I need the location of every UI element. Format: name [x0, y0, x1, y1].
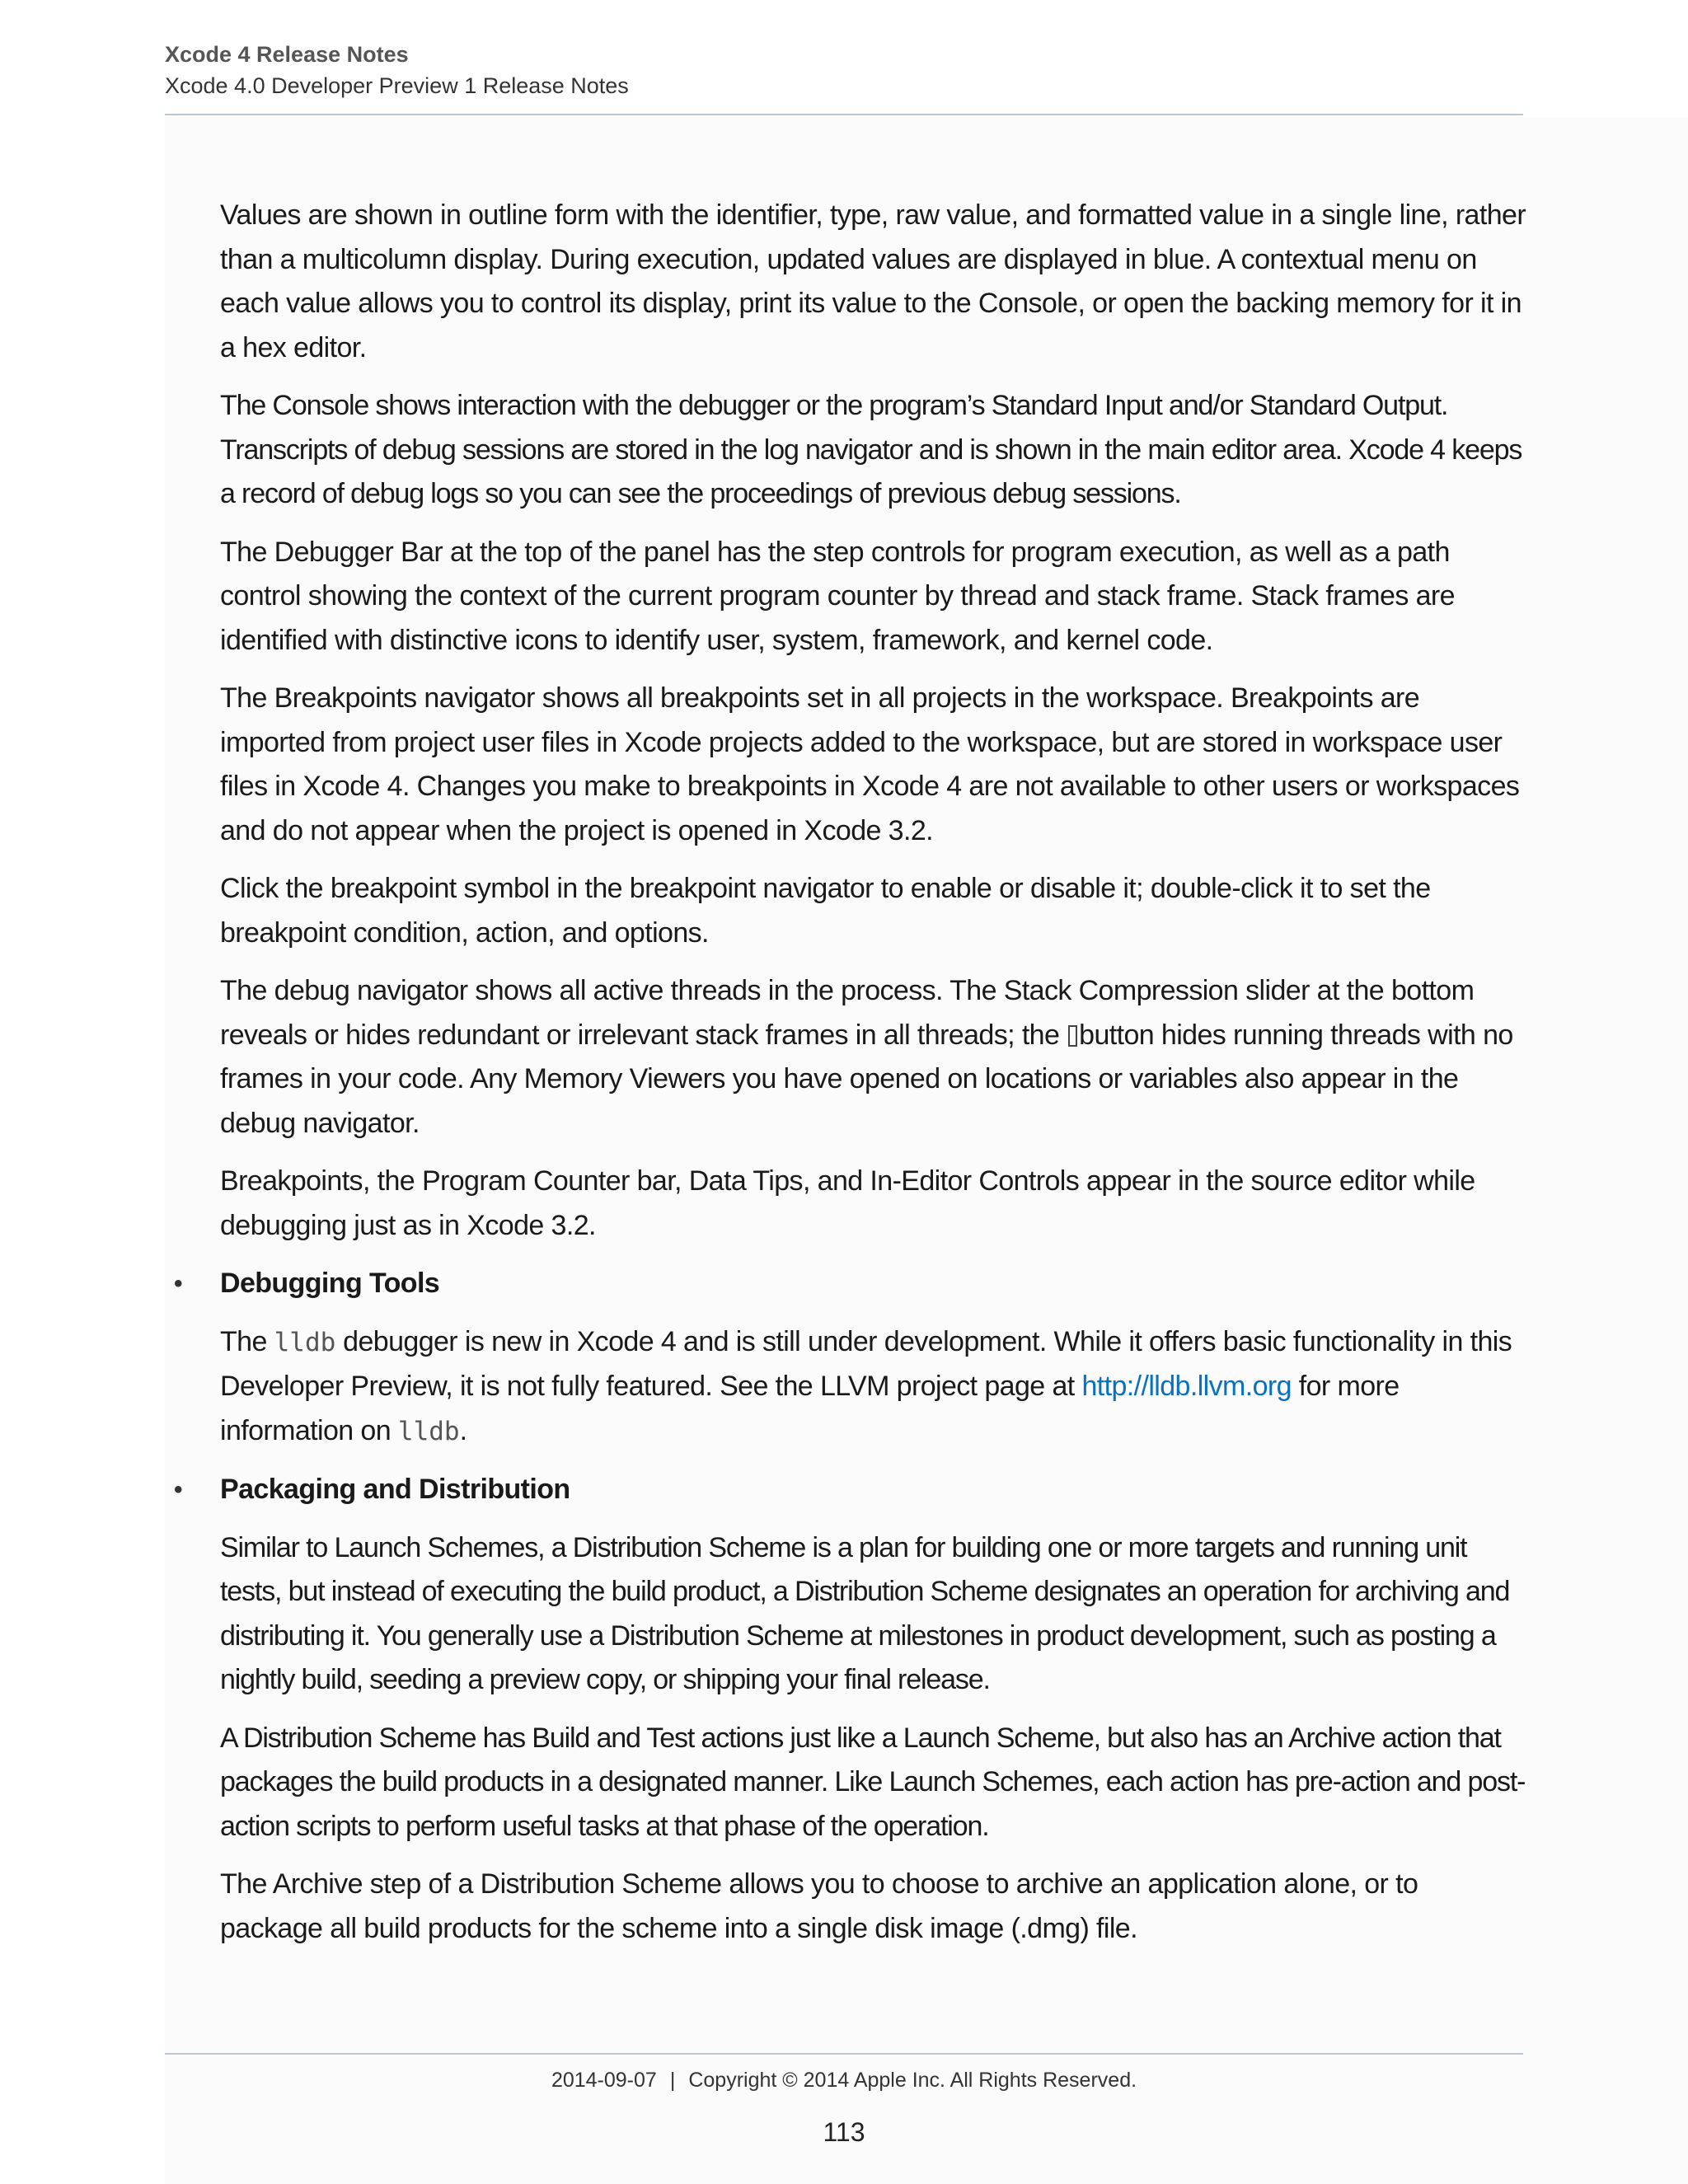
page-footer: [165, 2065, 1523, 2095]
lldb-code-2: lldb: [397, 1416, 460, 1446]
debug-navigator-text-start: The debug navigator shows all active threads in the process. The Stack Compression slider at the bottom reveals or hides redundant or irrelevant stack frames in all threads; the: [220, 975, 1475, 1051]
footer-date: 2014-09-07: [551, 2069, 657, 2092]
bullet-icon: •: [174, 1270, 182, 1297]
hide-threads-button-icon: [1068, 1025, 1077, 1047]
bullet-packaging-distribution: [174, 1468, 1526, 1512]
paragraph-values-outline: Values are shown in outline form with the identifier, type, raw value, and formatted value in a single line, rather than a multicolumn display. During execution, updated values are displayed in blue. A contextual menu on each value allows you to control its display, print its value to the Console, or open the backing memory for it in a hex editor.: [220, 199, 1526, 363]
lldb-code: lldb: [274, 1327, 336, 1357]
bullet-debugging-tools: [174, 1262, 1526, 1306]
section-title: Xcode 4.0 Developer Preview 1 Release Notes: [165, 73, 629, 98]
paragraph-console: The Console shows interaction with the debugger or the program’s Standard Input and/or Standard Output. Transcripts of debug sessions are stored in the log navigator and is shown in the main editor area. Xcode 4 keeps a record of debug logs so you can see the proceedings of previous debug sessions.: [220, 390, 1522, 509]
bullet-heading-label: Debugging Tools: [220, 1268, 440, 1299]
document-title: Xcode 4 Release Notes: [165, 42, 409, 67]
paragraph-distribution-scheme: Similar to Launch Schemes, a Distribution Scheme is a plan for building one or more targets and running unit tests, but instead of executing the build product, a Distribution Scheme designates an operation for archiving and distributing it. You generally use a Distribution Scheme at milestones in product development, such as posting a nightly build, seeding a preview copy, or shipping your final release.: [220, 1531, 1510, 1695]
footer-divider: [165, 2053, 1523, 2055]
debug-navigator-text-end: button hides running threads with no frames in your code. Any Memory Viewers you have opened on locations or variables also appear in the debug navigator.: [220, 1019, 1513, 1139]
lldb-text-4: .: [459, 1414, 467, 1446]
paragraph-debugger-bar: The Debugger Bar at the top of the panel has the step controls for program execution, as well as a path control showing the context of the current program counter by thread and stack frame. Stack frames are identified with distinctive icons to identify user, system, framework, and kernel code.: [220, 536, 1455, 656]
paragraph-breakpoint-symbol: Click the breakpoint symbol in the breakpoint navigator to enable or disable it; double-click it to set the breakpoint condition, action, and options.: [220, 873, 1431, 949]
header-divider: [165, 114, 1523, 115]
paragraph-archive-action: A Distribution Scheme has Build and Test actions just like a Launch Scheme, but also has an Archive action that packages the build products in a designated manner. Like Launch Schemes, each action has pre-action and post-action scripts to perform useful tasks at that phase of the operation.: [220, 1722, 1526, 1842]
paragraph-breakpoints-navigator: The Breakpoints navigator shows all breakpoints set in all projects in the workspace. Breakpoints are imported from project user files in Xcode projects added to the workspace, but are stored in workspace user files in Xcode 4. Changes you make to breakpoints in Xcode 4 are not available to other users or workspaces and do not appear when the project is opened in Xcode 3.2.: [220, 682, 1520, 846]
lldb-text-3: for more information on: [220, 1371, 1400, 1446]
lldb-text-1: The: [220, 1325, 274, 1357]
paragraph-archive-step: The Archive step of a Distribution Scheme allows you to choose to archive an application alone, or to package all build products for the scheme into a single disk image (.dmg) file.: [220, 1868, 1418, 1944]
lldb-project-link[interactable]: http://lldb.llvm.org: [1081, 1371, 1292, 1402]
bullet-heading-label: Packaging and Distribution: [220, 1474, 570, 1505]
footer-separator: |: [669, 2069, 676, 2092]
paragraph-source-editor: Breakpoints, the Program Counter bar, Data Tips, and In-Editor Controls appear in the source editor while debugging just as in Xcode 3.2.: [220, 1165, 1475, 1241]
bullet-icon: •: [174, 1476, 182, 1503]
main-content: [174, 194, 1526, 1965]
paragraph-lldb: [220, 1320, 1526, 1455]
lldb-text-2: debugger is new in Xcode 4 and is still under development. While it offers basic functionality in this Developer Preview, it is not fully featured. See the LLVM project page at: [220, 1325, 1512, 1402]
paragraph-debug-navigator: [220, 969, 1526, 1146]
page-header: [165, 40, 1523, 102]
footer-copyright: Copyright © 2014 Apple Inc. All Rights Reserved.: [688, 2069, 1137, 2092]
page-number: 113: [823, 2117, 865, 2147]
